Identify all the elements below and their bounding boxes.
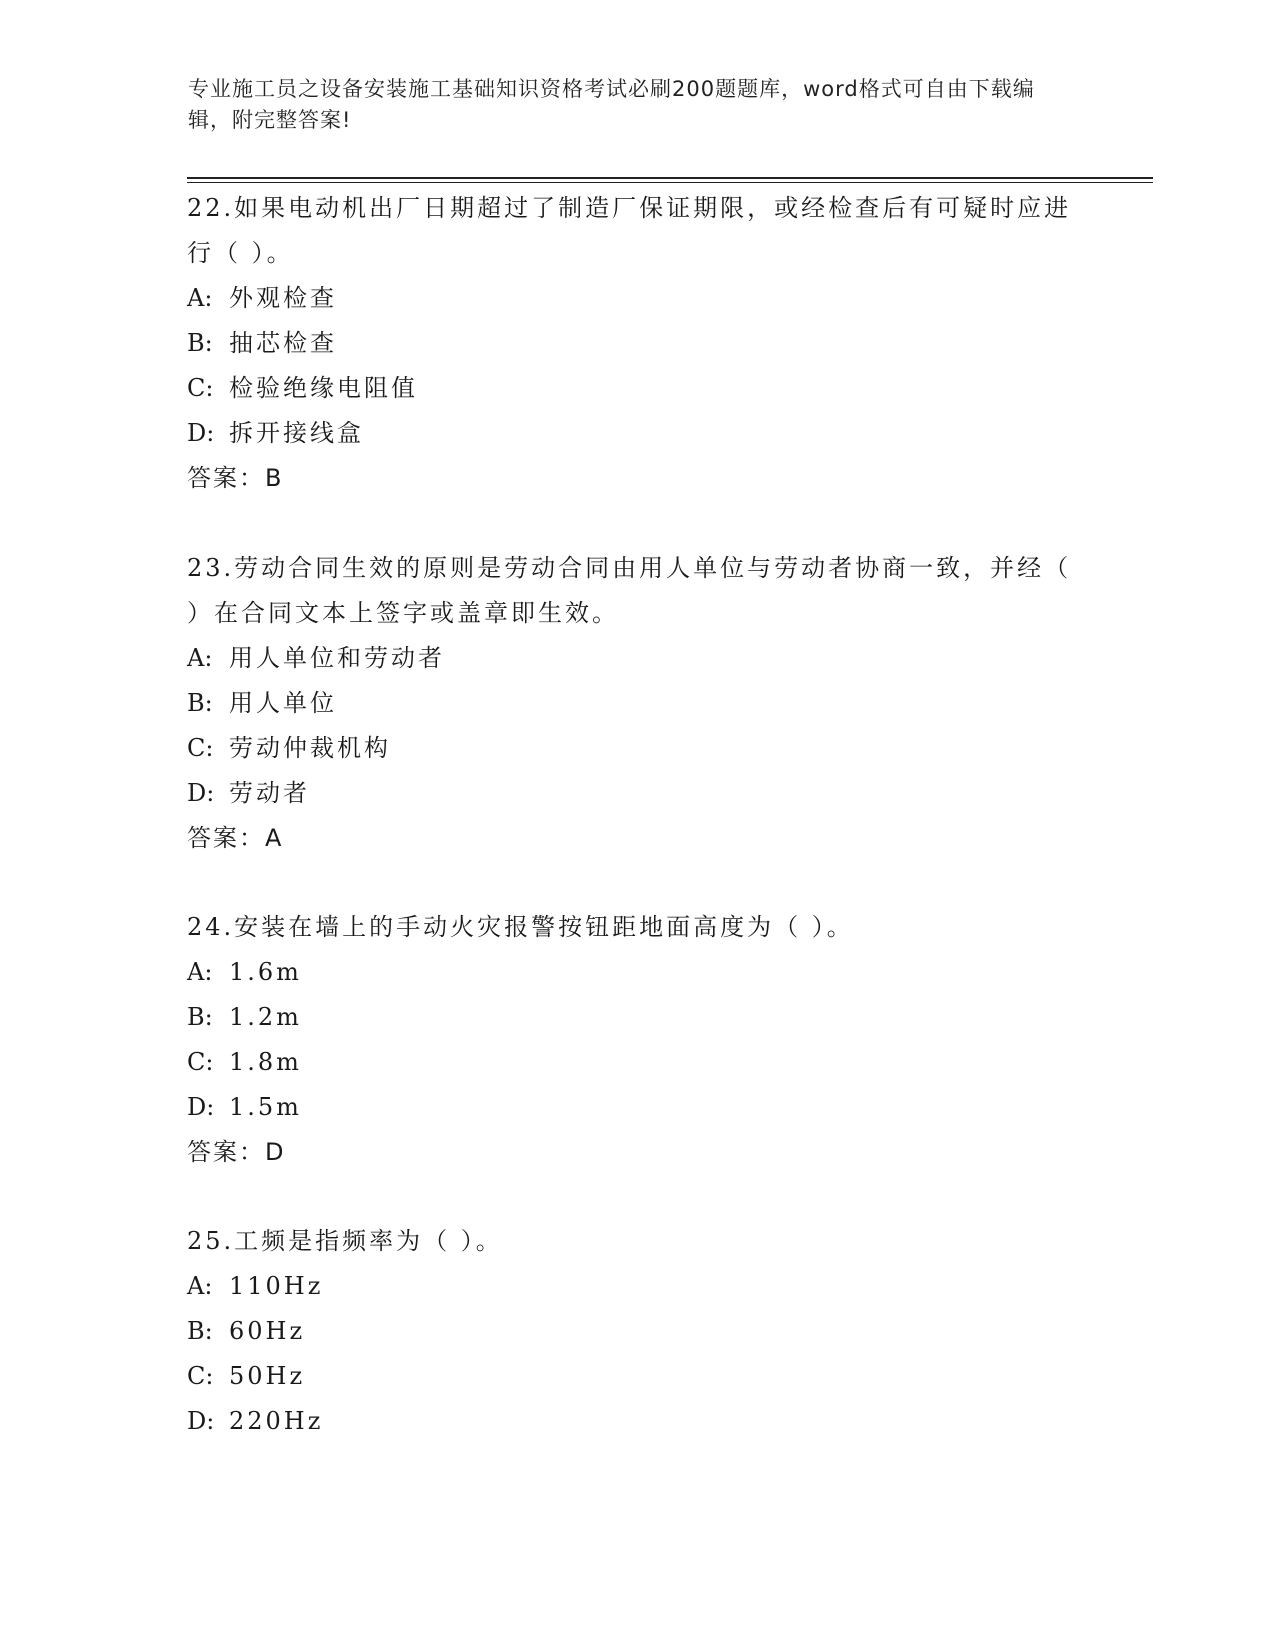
option-text: 检验绝缘电阻值 — [229, 374, 418, 402]
option-key: C: — [187, 1362, 214, 1390]
option-a — [187, 1264, 1077, 1309]
option-key: A: — [187, 284, 213, 312]
option-key: A: — [187, 958, 213, 986]
option-b — [187, 321, 1077, 366]
answer-line: 答案：A — [187, 824, 284, 852]
option-key: D: — [187, 779, 215, 807]
document-header: 专业施工员之设备安装施工基础知识资格考试必刷200题题库，word格式可自由下载编辑，附完整答案! — [188, 77, 1035, 132]
answer-line: 答案：D — [187, 1138, 286, 1166]
option-key: B: — [187, 1317, 213, 1345]
question-stem: 25.工频是指频率为（ ）。 — [187, 1227, 503, 1255]
option-text: 1.5m — [229, 1093, 302, 1121]
option-text: 60Hz — [229, 1317, 306, 1345]
question-stem: 22.如果电动机出厂日期超过了制造厂保证期限，或经检查后有可疑时应进行（ ）。 — [187, 194, 1072, 267]
option-key: B: — [187, 689, 213, 717]
header-divider-thin — [187, 182, 1153, 183]
header-divider-thick — [187, 177, 1153, 179]
option-c — [187, 366, 1077, 411]
option-b — [187, 1309, 1077, 1354]
option-text: 用人单位和劳动者 — [229, 644, 445, 672]
option-c — [187, 1040, 1077, 1085]
option-key: A: — [187, 644, 213, 672]
option-c — [187, 726, 1077, 771]
option-key: D: — [187, 1093, 215, 1121]
option-text: 220Hz — [229, 1407, 324, 1435]
option-key: B: — [187, 1003, 213, 1031]
option-text: 劳动者 — [229, 779, 310, 807]
option-text: 用人单位 — [229, 689, 337, 717]
option-b — [187, 681, 1077, 726]
option-a — [187, 636, 1077, 681]
option-d — [187, 411, 1077, 456]
question-stem: 24.安装在墙上的手动火灾报警按钮距地面高度为（ ）。 — [187, 913, 854, 941]
option-key: A: — [187, 1272, 213, 1300]
option-b — [187, 995, 1077, 1040]
question-24 — [187, 905, 1077, 1175]
option-d — [187, 1399, 1077, 1444]
option-a — [187, 950, 1077, 995]
option-key: D: — [187, 1407, 215, 1435]
question-25 — [187, 1219, 1077, 1444]
option-key: C: — [187, 1048, 214, 1076]
option-d — [187, 771, 1077, 816]
question-stem: 23.劳动合同生效的原则是劳动合同由用人单位与劳动者协商一致，并经（ ）在合同文本上签字或盖章即生效。 — [187, 554, 1072, 627]
option-a — [187, 276, 1077, 321]
option-text: 拆开接线盒 — [229, 419, 364, 447]
option-key: C: — [187, 374, 214, 402]
question-22 — [187, 186, 1077, 501]
option-text: 1.6m — [229, 958, 302, 986]
option-c — [187, 1354, 1077, 1399]
option-text: 1.8m — [229, 1048, 302, 1076]
option-text: 抽芯检查 — [229, 329, 337, 357]
option-text: 1.2m — [229, 1003, 302, 1031]
option-text: 110Hz — [229, 1272, 324, 1300]
option-text: 劳动仲裁机构 — [229, 734, 391, 762]
option-d — [187, 1085, 1077, 1130]
option-key: D: — [187, 419, 215, 447]
option-key: C: — [187, 734, 214, 762]
question-23 — [187, 546, 1077, 861]
answer-line: 答案：B — [187, 464, 284, 492]
option-text: 外观检查 — [229, 284, 337, 312]
option-text: 50Hz — [229, 1362, 306, 1390]
option-key: B: — [187, 329, 213, 357]
